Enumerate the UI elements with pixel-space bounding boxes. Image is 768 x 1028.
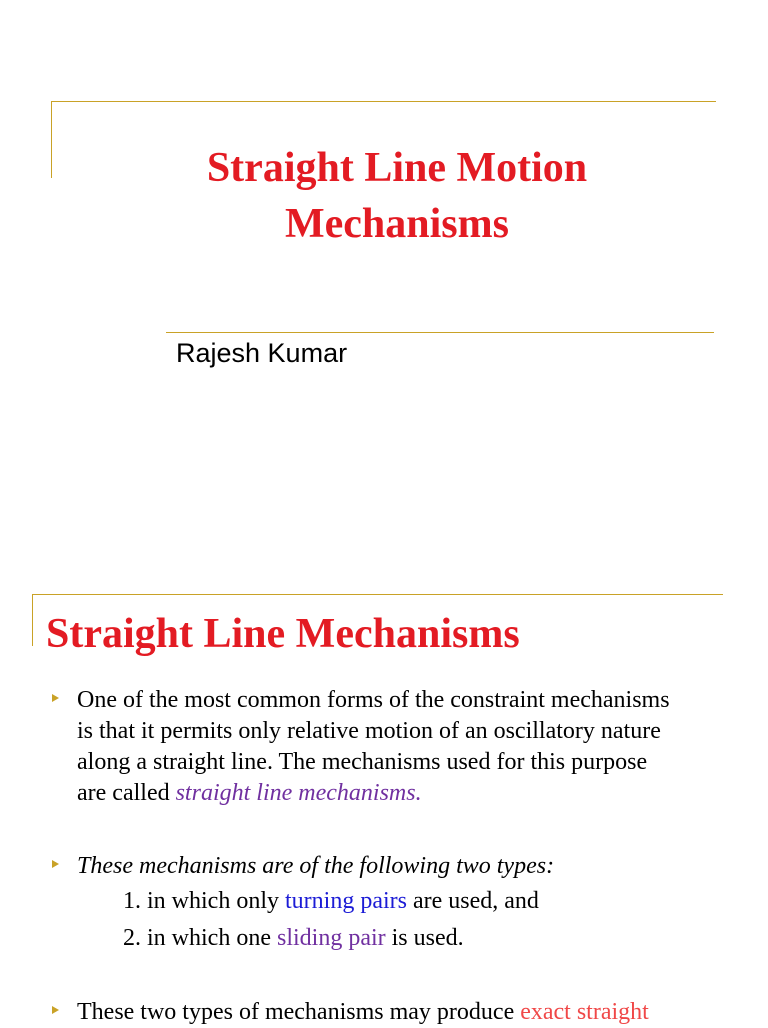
numbered-item-1 <box>123 886 539 917</box>
bullet-text <box>77 997 732 1028</box>
bullet-text-plain: are called <box>77 780 176 806</box>
arrow-bullet-icon <box>52 1006 59 1014</box>
bullet-line: along a straight line. The mechanisms used for this purpose <box>77 749 648 775</box>
left-rule <box>32 594 33 646</box>
item-text: is used. <box>385 925 464 951</box>
author-name: Rajesh Kumar <box>176 338 348 368</box>
bullet-line: is that it permits only relative motion of an oscillatory nature <box>77 718 661 744</box>
title-line-1: Straight Line Motion <box>206 145 588 191</box>
bullet-item <box>52 851 732 882</box>
numbered-item-2 <box>123 923 464 954</box>
slide-title <box>150 140 644 252</box>
subtitle-rule <box>166 332 714 333</box>
highlight-term: turning pairs <box>285 888 407 914</box>
highlight-term: straight line mechanisms. <box>175 780 422 806</box>
content-slide <box>0 576 768 1024</box>
arrow-bullet-icon <box>52 694 59 702</box>
bullet-item <box>52 685 732 809</box>
bullet-text-plain: These two types of mechanisms may produce <box>77 999 521 1025</box>
bullet-item <box>52 997 732 1028</box>
title-line-2: Mechanisms <box>285 201 509 247</box>
slide-heading: Straight Line Mechanisms <box>46 611 520 657</box>
top-rule <box>32 594 723 595</box>
item-text: are used, and <box>406 888 539 914</box>
item-text: 2. in which one <box>123 925 277 951</box>
left-rule <box>51 101 52 178</box>
bullet-line <box>77 778 732 809</box>
bullet-line: One of the most common forms of the constraint mechanisms <box>77 687 670 713</box>
top-rule <box>51 101 716 102</box>
bullet-text <box>77 685 732 809</box>
item-text: 1. in which only <box>123 888 285 914</box>
arrow-bullet-icon <box>52 860 59 868</box>
highlight-term: sliding pair <box>276 925 386 951</box>
bullet-text: These mechanisms are of the following two types: <box>77 853 555 879</box>
highlight-term: exact straight <box>520 999 649 1025</box>
